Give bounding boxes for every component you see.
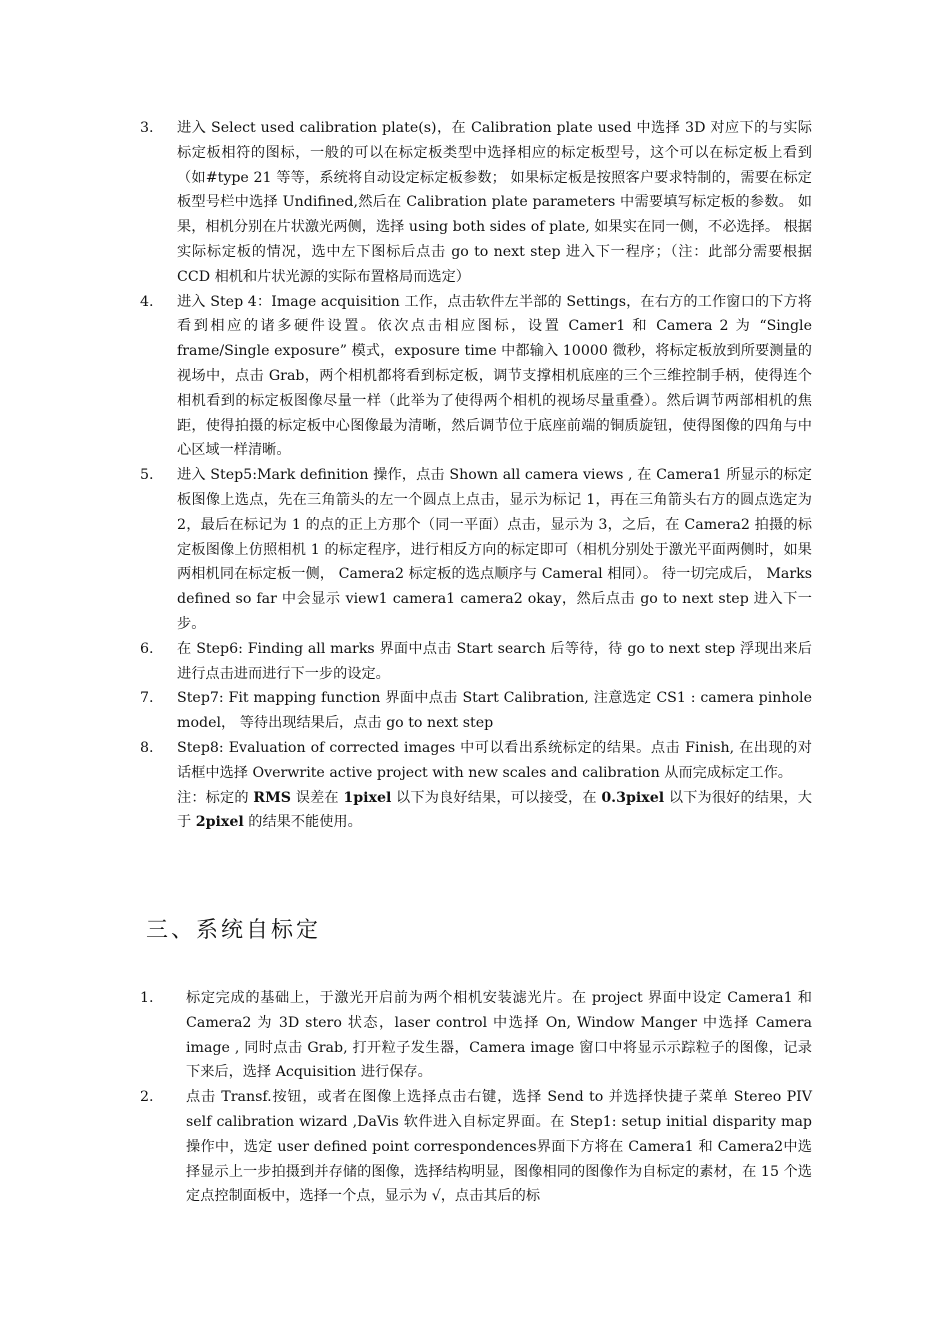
section-heading: 三、系统自标定 xyxy=(146,918,322,943)
list-item-text: Step8: Evaluation of corrected images 中可以看出系统标定的结果。点击 Finish, 在出现的对话框中选择 Overwrite active project with new scales and calibration 从而完成标定工作。 xyxy=(177,739,812,781)
list-item-number: 3. xyxy=(140,120,154,136)
list-item-text: 进入 Step 4：Image acquisition 工作，点击软件左半部的 Settings，在右方的工作窗口的下方将看到相应的诸多硬件设置。依次点击相应图标，设置 Camer1 和 Camera 2 为 “Single frame/Single exposure” 模式，exposure time 中都输入 10000 微秒，将标定板放到所要测量的视场中，点击 Grab，两个相机都将看到标定板，调节支撑相机底座的三个三维控制手柄，使得连个相机看到的标定板图像尽量一样（此举为了使得两个相机的视场尽量重叠）。然后调节两部相机的焦距，使得拍摄的标定板中心图像最为清晰，然后调节位于底座前端的铜质旋钮，使得图像的四角与中心区域一样清晰。 xyxy=(177,293,812,459)
list-item xyxy=(140,1085,812,1209)
note-bold-2pixel: 2pixel xyxy=(195,814,244,831)
list-item-number: 7. xyxy=(140,690,154,707)
list-item-number: 4. xyxy=(140,293,154,310)
list-item-text: 进入 Step5:Mark definition 操作，点击 Shown all camera views , 在 Camera1 所显示的标定板图像上选点，先在三角箭头的左一个圆点上点击，显示为标记 1，再在三角箭头右方的圆点选定为 2，最后在标记为 1 的点的正上方那个（同一平面）点击，显示为 3，之后，在 Camera2 拍摄的标定板图像上仿照相机 1 的标定程序，进行相反方向的标定即可（相机分别处于激光平面两侧时，如果两相机同在标定板一侧， Camera2 标定板的选点顺序与 Cameral 相同）。 待一切完成后， Marks defined so far 中会显示 view1 camera1 camera2 okay，然后点击 go to next step 进入下一步。 xyxy=(177,467,812,632)
list-item xyxy=(140,986,812,1085)
list-item xyxy=(140,290,812,464)
note-text: 的结果不能使用。 xyxy=(243,814,362,831)
list-item-number: 1. xyxy=(140,990,154,1006)
list-item xyxy=(140,637,812,687)
note-text: 注：标定的 xyxy=(177,789,254,806)
list-item-number: 2. xyxy=(140,1089,154,1106)
list-item xyxy=(140,736,812,786)
rms-note xyxy=(140,786,812,836)
note-text: 以下为良好结果，可以接受，在 xyxy=(391,789,602,806)
list-item-number: 6. xyxy=(140,640,154,657)
list-item xyxy=(140,116,812,290)
note-bold-0-3pixel: 0.3pixel xyxy=(601,789,665,806)
note-bold-1pixel: 1pixel xyxy=(343,789,392,806)
list-item-text: Step7: Fit mapping function 界面中点击 Start Calibration, 注意选定 CS1 : camera pinhole model， 等待出现结果后，点击 go to next step xyxy=(177,690,812,732)
list-item xyxy=(140,686,812,736)
list-item-text: 点击 Transf.按钮，或者在图像上选择点击右键，选择 Send to 并选择快捷子菜单 Stereo PIV self calibration wizard ,DaVis 软件进入自标定界面。在 Step1: setup initial disparity map 操作中，选定 user defined point correspondences界面下方将在 Camera1 和 Camera2中选择显示上一步拍摄到并存储的图像，选择结构明显，图像相同的图像作为自标定的素材，在 15 个选定点控制面板中，选择一个点，显示为 √，点击其后的标 xyxy=(186,1089,812,1205)
note-bold-rms: RMS xyxy=(253,789,292,806)
list-item xyxy=(140,463,812,637)
self-calibration-steps-list xyxy=(140,986,812,1209)
note-text: 误差在 xyxy=(291,789,344,806)
list-item-text: 进入 Select used calibration plate(s)，在 Calibration plate used 中选择 3D 对应下的与实际标定板相符的图标，一般的可以在标定板类型中选择相应的标定板型号，这个可以在标定板上看到（如#type 21 等等，系统将自动设定标定板参数； 如果标定板是按照客户要求特制的，需要在标定板型号栏中选择 Undifined,然后在 Calibration plate parameters 中需要填写标定板的参数。 如果，相机分别在片状激光两侧，选择 using both sides of plate, 如果实在同一侧，不必选择。 根据实际标定板的情况，选中左下图标后点击 go to next step 进入下一程序；（注：此部分需要根据 CCD 相机和片状光源的实际布置格局而选定） xyxy=(177,120,812,285)
calibration-steps-list xyxy=(140,116,812,835)
list-item-text: 标定完成的基础上，于激光开启前为两个相机安装滤光片。在 project 界面中设定 Camera1 和 Camera2 为 3D stero 状态，laser control 中选择 On, Window Manger 中选择 Camera image , 同时点击 Grab, 打开粒子发生器，Camera image 窗口中将显示示踪粒子的图像，记录下来后，选择 Acquisition 进行保存。 xyxy=(186,990,812,1081)
list-item-number: 8. xyxy=(140,739,154,756)
list-item-text: 在 Step6: Finding all marks 界面中点击 Start search 后等待，待 go to next step 浮现出来后进行点击进而进行下一步的设定。 xyxy=(177,640,812,682)
note-text: 以下为很好的结果，大于 xyxy=(177,789,812,831)
list-item-number: 5. xyxy=(140,467,154,484)
